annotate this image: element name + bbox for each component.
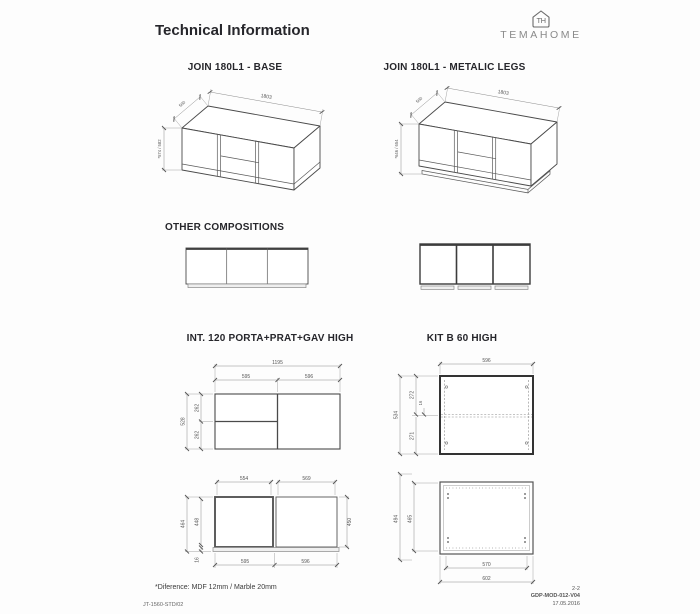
- cam-hole: [447, 497, 449, 499]
- dim-right-width: 596: [301, 559, 310, 565]
- house-logo-icon: [531, 10, 551, 28]
- cam-hole: [524, 493, 526, 495]
- dim-outer-height: 494: [393, 514, 400, 524]
- dim-total-height: 528: [180, 417, 187, 426]
- metal-foot-rail: [421, 286, 454, 289]
- cam-hole: [524, 541, 526, 543]
- dim-right-inner-width: 569: [302, 476, 311, 482]
- int120-interior-drawing: [175, 472, 365, 587]
- dim-base-height: 16: [194, 557, 201, 563]
- dim-label-height: *574 / 582: [157, 139, 162, 159]
- cam-hole: [447, 537, 449, 539]
- page-title: Technical Information: [155, 22, 310, 39]
- document-date: 17.05.2016: [552, 600, 580, 607]
- dim-right-height: 450: [347, 517, 353, 527]
- dim-label-depth: 500: [177, 99, 187, 109]
- footer-right-block: [460, 586, 580, 608]
- section-title-other-compositions: OTHER COMPOSITIONS: [165, 222, 285, 233]
- kitb-top-drawing: [388, 356, 538, 461]
- dim-left-width: 595: [241, 374, 251, 380]
- document-ref: GDP-MOD-012-V04: [530, 593, 580, 600]
- left-box: [215, 497, 273, 547]
- join-base-drawing: [150, 84, 335, 196]
- dim-shelf: 16: [417, 400, 423, 406]
- page-number: 2-2: [572, 586, 580, 592]
- base-strip: [213, 548, 339, 552]
- section-title-int120: INT. 120 PORTA+PRAT+GAV HIGH: [186, 333, 354, 344]
- dim-upper-height: 262: [194, 403, 201, 413]
- base-plinth: [188, 284, 306, 288]
- dim-right-width: 596: [304, 374, 314, 380]
- kitb-panel-drawing: [388, 470, 538, 592]
- cam-hole: [524, 537, 526, 539]
- metal-foot-rail: [458, 286, 491, 289]
- dim-label-height: *646 / 654: [394, 139, 399, 159]
- section-title-kitb: KIT B 60 HIGH: [426, 333, 498, 344]
- cam-hole: [447, 541, 449, 543]
- dim-lower-height: 262: [194, 430, 201, 440]
- dim-label-depth: 500: [414, 95, 424, 105]
- join-metalic-drawing: [375, 84, 575, 196]
- dim-left-inner-width: 554: [239, 476, 249, 482]
- dim-width: 596: [482, 358, 491, 364]
- cam-hole: [447, 493, 449, 495]
- brand-logo: [500, 10, 582, 41]
- metal-foot-rail: [495, 286, 528, 289]
- dim-lower: 271: [409, 431, 416, 441]
- dim-total-width: 1195: [272, 360, 283, 366]
- dim-inner-height: 448: [194, 517, 201, 527]
- dim-outer-width: 602: [482, 576, 491, 582]
- dim-left-width: 595: [240, 559, 250, 565]
- right-box: [276, 497, 337, 547]
- brand-wordmark: TEMAHOME: [500, 29, 582, 41]
- section-title-join-metalic: JOIN 180L1 - METALIC LEGS: [383, 62, 526, 73]
- dim-outer-height: 464: [180, 519, 187, 529]
- int120-front-drawing: [175, 356, 365, 464]
- dim-upper: 272: [409, 390, 416, 400]
- document-code: JT-1560-STD/02: [143, 602, 184, 608]
- cam-hole: [524, 497, 526, 499]
- other-composition-metalic-drawing: [418, 240, 533, 294]
- section-title-join-base: JOIN 180L1 - BASE: [187, 62, 283, 73]
- material-footnote: *Diference: MDF 12mm / Marble 20mm: [155, 584, 277, 591]
- other-composition-base-drawing: [183, 242, 313, 292]
- dim-label-length: 1803: [260, 93, 273, 101]
- dim-inner-width: 570: [482, 562, 491, 568]
- logo-monogram: TH: [536, 16, 546, 26]
- dim-inner-height: 465: [407, 514, 414, 524]
- dim-height: 534: [393, 410, 400, 420]
- dim-label-length: 1803: [497, 89, 510, 97]
